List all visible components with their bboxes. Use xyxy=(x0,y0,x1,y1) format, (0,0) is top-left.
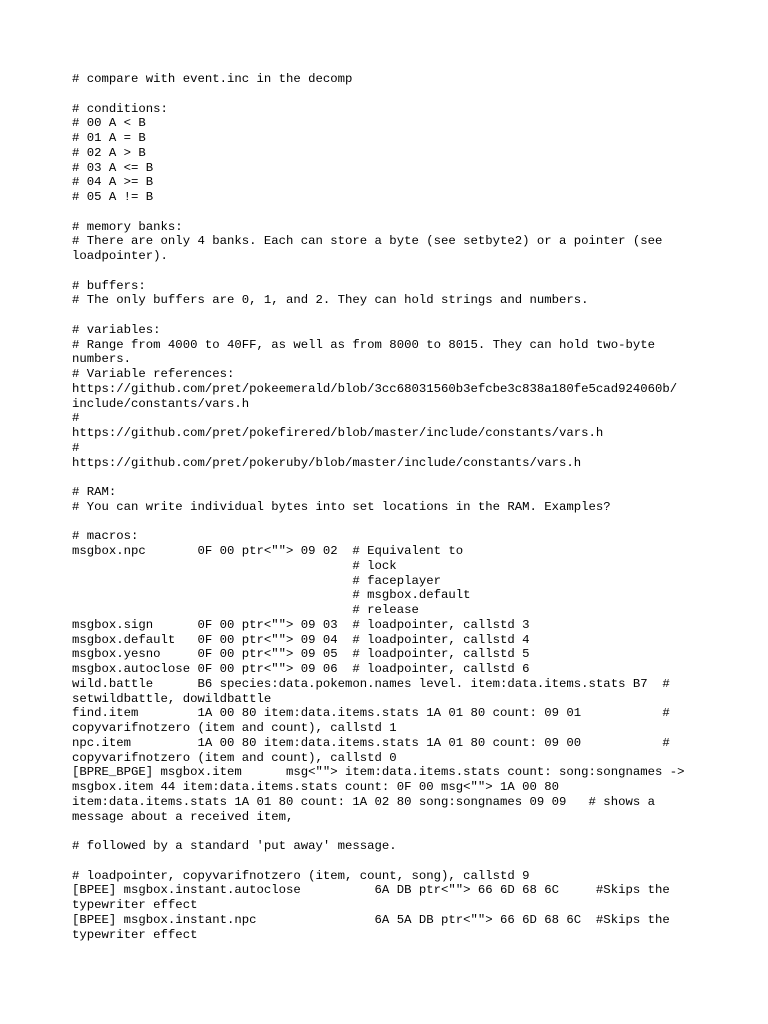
text-line: loadpointer). xyxy=(72,249,168,263)
text-line: # lock xyxy=(72,558,397,573)
text-line: # macros: xyxy=(72,529,139,544)
text-line: # variables: xyxy=(72,322,161,337)
text-line: item:data.items.stats 1A 01 80 count: 1A 02 80 song:songnames 09 09 # shows a xyxy=(72,794,655,809)
text-line: # Range from 4000 to 40FF, as well as from 8000 to 8015. They can hold two-byte xyxy=(72,337,655,352)
text-line: msgbox.yesno 0F 00 ptr<""> 09 05 # loadpointer, callstd 5 xyxy=(72,647,530,662)
text-line xyxy=(72,308,712,323)
text-line: copyvarifnotzero (item and count), callstd 0 xyxy=(72,750,397,765)
text-line: setwildbattle, dowildbattle xyxy=(72,691,272,706)
text-line: message about a received item, xyxy=(72,809,294,824)
text-line: wild.battle B6 species:data.pokemon.names level. item:data.items.stats B7 # xyxy=(72,676,670,691)
text-line xyxy=(72,824,712,839)
text-line: copyvarifnotzero (item and count), callstd 1 xyxy=(72,721,397,735)
text-line: msgbox.sign 0F 00 ptr<""> 09 03 # loadpointer, callstd 3 xyxy=(72,617,530,632)
text-line: # buffers: xyxy=(72,278,146,293)
document-body xyxy=(72,72,712,942)
text-line: # followed by a standard 'put away' message. xyxy=(72,839,397,853)
text-line: [BPEE] msgbox.instant.autoclose 6A DB ptr<""> 66 6D 68 6C #Skips the xyxy=(72,883,670,898)
text-line: # msgbox.default xyxy=(72,588,471,603)
text-line: https://github.com/pret/pokeruby/blob/master/include/constants/vars.h xyxy=(72,455,582,470)
text-line: # xyxy=(72,411,80,426)
text-line: # memory banks: xyxy=(72,219,183,234)
text-line: # conditions: xyxy=(72,101,168,116)
text-line: # 00 A < B xyxy=(72,116,146,131)
text-line xyxy=(72,854,712,869)
text-line xyxy=(72,264,712,279)
text-line xyxy=(72,205,712,220)
text-line: [BPRE_BPGE] msgbox.item msg<""> item:data.items.stats count: song:songnames -> xyxy=(72,765,685,780)
text-line: # Variable references: xyxy=(72,367,235,381)
text-line: # xyxy=(72,440,80,455)
text-line xyxy=(72,515,712,530)
text-line: # release xyxy=(72,603,419,617)
text-line: # 05 A != B xyxy=(72,190,154,204)
text-line: # 04 A >= B xyxy=(72,175,154,190)
text-line: # 02 A > B xyxy=(72,145,146,160)
text-line: # compare with event.inc in the decomp xyxy=(72,72,353,86)
text-line xyxy=(72,470,712,485)
text-line xyxy=(72,87,712,102)
text-line: include/constants/vars.h xyxy=(72,396,250,411)
text-line: https://github.com/pret/pokeemerald/blob/3cc68031560b3efcbe3c838a180fe5cad924060b/ xyxy=(72,381,678,396)
text-line: msgbox.default 0F 00 ptr<""> 09 04 # loadpointer, callstd 4 xyxy=(72,632,530,647)
text-line: numbers. xyxy=(72,352,132,367)
text-line: typewriter effect xyxy=(72,927,198,942)
text-line: [BPEE] msgbox.instant.npc 6A 5A DB ptr<""> 66 6D 68 6C #Skips the xyxy=(72,912,670,927)
text-line: # 01 A = B xyxy=(72,131,146,145)
text-line: # You can write individual bytes into set locations in the RAM. Examples? xyxy=(72,499,611,514)
text-line: msgbox.item 44 item:data.items.stats count: 0F 00 msg<""> 1A 00 80 xyxy=(72,780,560,794)
text-line: typewriter effect xyxy=(72,898,198,912)
text-line: # The only buffers are 0, 1, and 2. They can hold strings and numbers. xyxy=(72,293,589,308)
text-line: npc.item 1A 00 80 item:data.items.stats 1A 01 80 count: 09 00 # xyxy=(72,735,670,750)
text-line: # 03 A <= B xyxy=(72,160,154,175)
text-line: # loadpointer, copyvarifnotzero (item, count, song), callstd 9 xyxy=(72,868,530,883)
text-line: # faceplayer xyxy=(72,573,441,588)
text-line: https://github.com/pret/pokefirered/blob/master/include/constants/vars.h xyxy=(72,426,604,440)
text-line: find.item 1A 00 80 item:data.items.stats 1A 01 80 count: 09 01 # xyxy=(72,706,670,721)
text-line: msgbox.autoclose 0F 00 ptr<""> 09 06 # loadpointer, callstd 6 xyxy=(72,662,530,676)
text-line: # RAM: xyxy=(72,485,117,499)
text-line: # There are only 4 banks. Each can store a byte (see setbyte2) or a pointer (see xyxy=(72,234,663,249)
text-line: msgbox.npc 0F 00 ptr<""> 09 02 # Equivalent to xyxy=(72,544,464,558)
